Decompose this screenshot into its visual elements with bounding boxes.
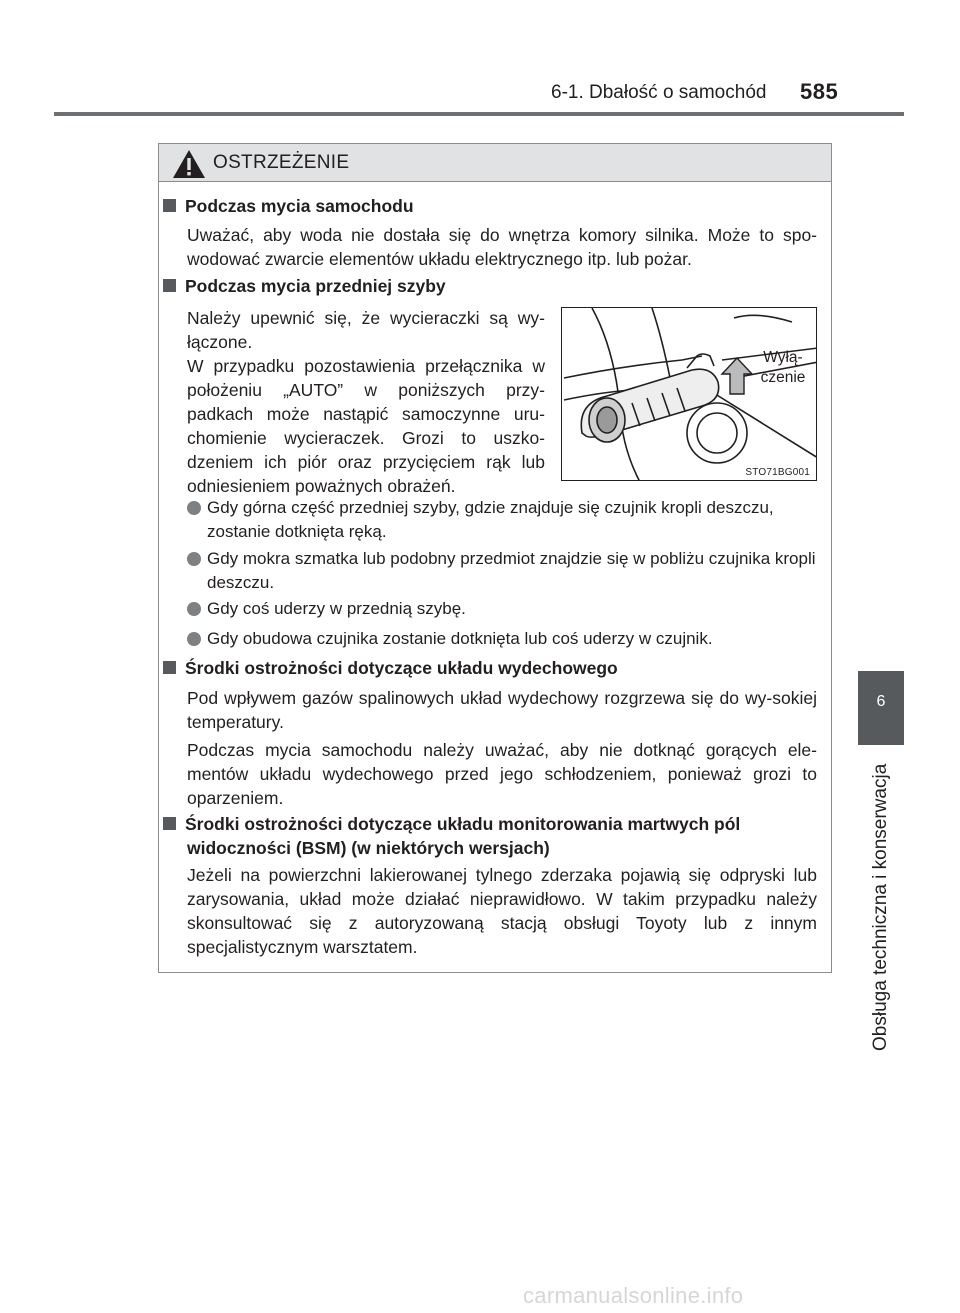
bullet-text: Gdy coś uderzy w przednią szybę. [207,599,466,618]
chapter-label-text: Obsługa techniczna i konserwacja [870,763,891,1051]
chapter-label [870,751,896,1051]
paragraph: Pod wpływem gazów spalinowych układ wydechowy rozgrzewa się do wy-sokiej temperatury. [187,688,817,732]
chapter-number: 6 [876,693,886,710]
section-heading-bsm-line2: widoczności (BSM) (w niektórych wersjach) [187,838,550,858]
bullet-text: Gdy mokra szmatka lub podobny przedmiot znajdzie się w pobliżu czujnika kropli deszczu. [207,549,816,592]
section-heading-washing [163,196,414,217]
square-bullet-icon [163,199,176,212]
bullet-item [187,496,817,544]
figure-code: STO71BG001 [745,467,810,478]
warning-header [159,144,831,182]
section-heading-text: Podczas mycia samochodu [185,196,414,216]
bullet-text: Gdy obudowa czujnika zostanie dotknięta lub coś uderzy w czujnik. [207,629,713,648]
circle-bullet-icon [187,602,201,616]
section-heading-text: Środki ostrożności dotyczące układu wydechowego [185,658,618,678]
square-bullet-icon [163,817,176,830]
circle-bullet-icon [187,552,201,566]
paragraph: Jeżeli na powierzchni lakierowanej tylnego zderzaka pojawią się odpryski lub zarysowania, układ może działać nieprawidłowo. W takim przypadku należy skonsultować się z autoryzowaną stacją obsługi Toyoty lub z innym specjalistycznym warsztatem. [187,865,817,957]
warning-triangle-icon [172,149,206,179]
figure-label-line: czenie [760,369,806,386]
circle-bullet-icon [187,501,201,515]
chapter-tab [858,671,904,745]
bullet-item [187,597,817,621]
section-heading-windshield [163,276,446,297]
bullet-item [187,547,817,595]
wiper-switch-figure [561,307,817,481]
section-title: 6-1. Dbałość o samochód [551,82,767,103]
paragraph: Uważać, aby woda nie dostała się do wnętrza komory silnika. Może to spo-wodować zwarcie elementów układu elektrycznego itp. lub pożar. [187,225,817,269]
figure-label [753,348,813,388]
bullet-item [187,627,817,651]
watermark: carmanualsonline.info [523,1283,744,1308]
page-number: 585 [800,79,839,104]
section-heading-exhaust [163,658,618,679]
square-bullet-icon [163,661,176,674]
bullet-text: Gdy górna część przedniej szyby, gdzie znajduje się czujnik kropli deszczu, zostanie dotknięta ręką. [207,498,774,541]
section-heading-text: Środki ostrożności dotyczące układu monitorowania martwych pól [185,814,741,834]
section-heading-bsm [163,814,740,835]
figure-label-line: Wyłą- [763,349,803,366]
square-bullet-icon [163,279,176,292]
paragraph: W przypadku pozostawienia przełącznika w położeniu „AUTO” w poniższych przy-padkach może nastąpić samoczynne uru-chomienie wycieraczek. Grozi to uszko-dzeniem ich piór oraz przycięciem rąk lub odniesieniem poważnych obrażeń. [187,356,545,496]
circle-bullet-icon [187,632,201,646]
paragraph: Podczas mycia samochodu należy uważać, aby nie dotknąć gorących ele-mentów układu wydechowego przed jego schłodzeniem, ponieważ grozi to oparzeniem. [187,740,817,808]
paragraph: Należy upewnić się, że wycieraczki są wy-łączone. [187,308,545,352]
header-divider [54,112,904,116]
warning-title: OSTRZEŻENIE [213,152,350,173]
wiper-lever-illustration [562,308,817,481]
section-heading-text: Podczas mycia przedniej szyby [185,276,446,296]
